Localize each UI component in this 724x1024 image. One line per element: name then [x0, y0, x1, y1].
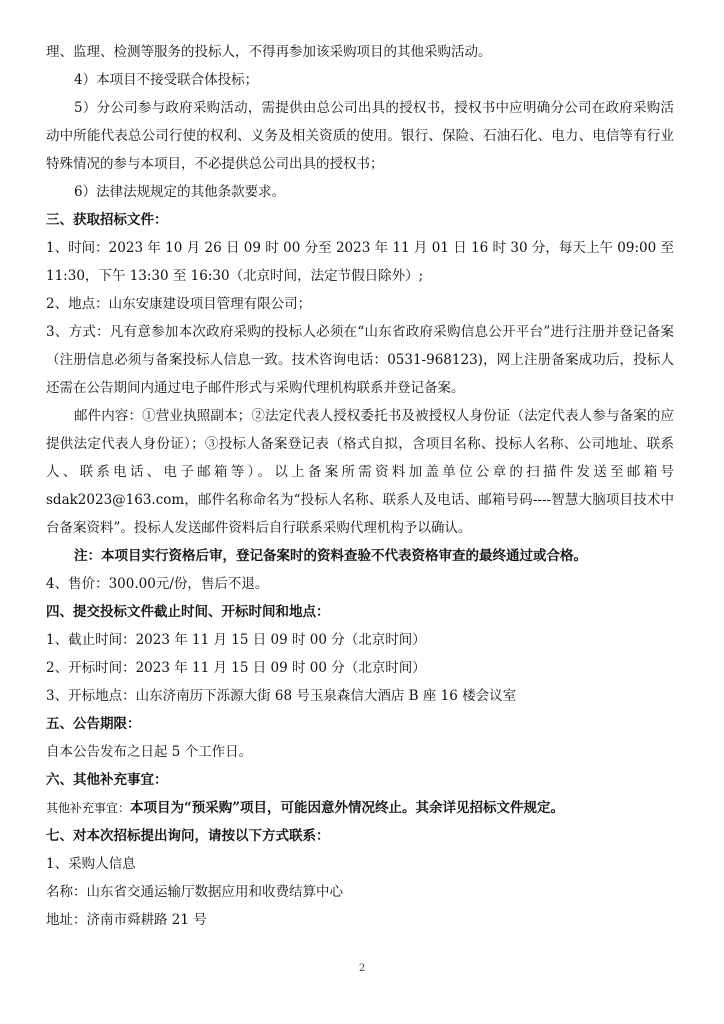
section-7-heading: 七、对本次招标提出询问，请按以下方式联系： [46, 828, 330, 844]
section-3-item-1: 1、时间：2023 年 10 月 26 日 09 时 00 分至 2023 年 11 月 01 日 16 时 30 分，每天上午 09:00 至 11:30，下午 13:30 至 16:30（北京时间，法定节假日除外）; [46, 240, 674, 284]
section-5-heading: 五、公告期限： [46, 716, 141, 732]
purchaser-name: 名称：山东省交通运输厅数据应用和收费结算中心 [46, 884, 343, 900]
section-3-heading: 三、获取招标文件： [46, 212, 168, 228]
paragraph-4: 6）法律法规规定的其他条款要求。 [74, 184, 286, 200]
section-3-mail-content: 邮件内容：①营业执照副本；②法定代表人授权委托书及被授权人身份证（法定代表人参与备案的应提供法定代表人身份证）；③投标人备案登记表（格式自拟，含项目名称、投标人名称、公司地址、联系人、联系电话、电子邮箱等）。以上备案所需资料加盖单位公章的扫描件发送至邮箱号 sdak2023@163.com，邮件名称命名为“投标人名称、联系人及电话、邮箱号码----智慧大脑项目技术中台备案资料”。投标人发送邮件资料后自行联系采购代理机构予以确认。 [46, 408, 674, 536]
section-4-item-3: 3、开标地点：山东济南历下泺源大街 68 号玉泉森信大酒店 B 座 16 楼会议室 [46, 688, 517, 704]
section-6-heading: 六、其他补充事宜： [46, 772, 168, 788]
section-5-item-1: 自本公告发布之日起 5 个工作日。 [46, 744, 253, 760]
paragraph-2: 4）本项目不接受联合体投标； [74, 72, 259, 88]
section-6-bold-text: 本项目为“预采购”项目，可能因意外情况终止。其余详见招标文件规定。 [130, 800, 565, 816]
section-4-item-1: 1、截止时间：2023 年 11 月 15 日 09 时 00 分（北京时间） [46, 632, 426, 648]
page-number: 2 [358, 963, 366, 974]
section-3-item-2: 2、地点：山东安康建设项目管理有限公司； [46, 296, 312, 312]
section-3-item-3: 3、方式：凡有意参加本次政府采购的投标人必须在“山东省政府采购信息公开平台”进行注册并登记备案（注册信息必须与备案投标人信息一致。技术咨询电话：0531-968123)，网上注册备案成功后，投标人还需在公告期间内通过电子邮件形式与采购代理机构联系并登记备案。 [46, 324, 674, 396]
section-4-item-2: 2、开标时间：2023 年 11 月 15 日 09 时 00 分（北京时间） [46, 660, 426, 676]
paragraph-3: 5）分公司参与政府采购活动，需提供由总公司出具的授权书，授权书中应明确分公司在政府采购活动中所能代表总公司行使的权利、义务及相关资质的使用。银行、保险、石油石化、电力、电信等有行业特殊情况的参与本项目，不必提供总公司出具的授权书； [46, 100, 674, 172]
section-4-heading: 四、提交投标文件截止时间、开标时间和地点： [46, 604, 330, 620]
section-6-label: 其他补充事宜： [46, 801, 131, 815]
section-3-item-4: 4、售价：300.00元/份，售后不退。 [46, 576, 269, 592]
section-6-text [46, 794, 674, 822]
paragraph-1: 理、监理、检测等服务的投标人，不得再参加该采购项目的其他采购活动。 [46, 44, 492, 60]
purchaser-address: 地址：济南市舜耕路 21 号 [46, 912, 207, 928]
section-7-item-1: 1、采购人信息 [46, 856, 136, 872]
section-3-note: 注：本项目实行资格后审，登记备案时的资料查验不代表资格审查的最终通过或合格。 [74, 548, 587, 564]
